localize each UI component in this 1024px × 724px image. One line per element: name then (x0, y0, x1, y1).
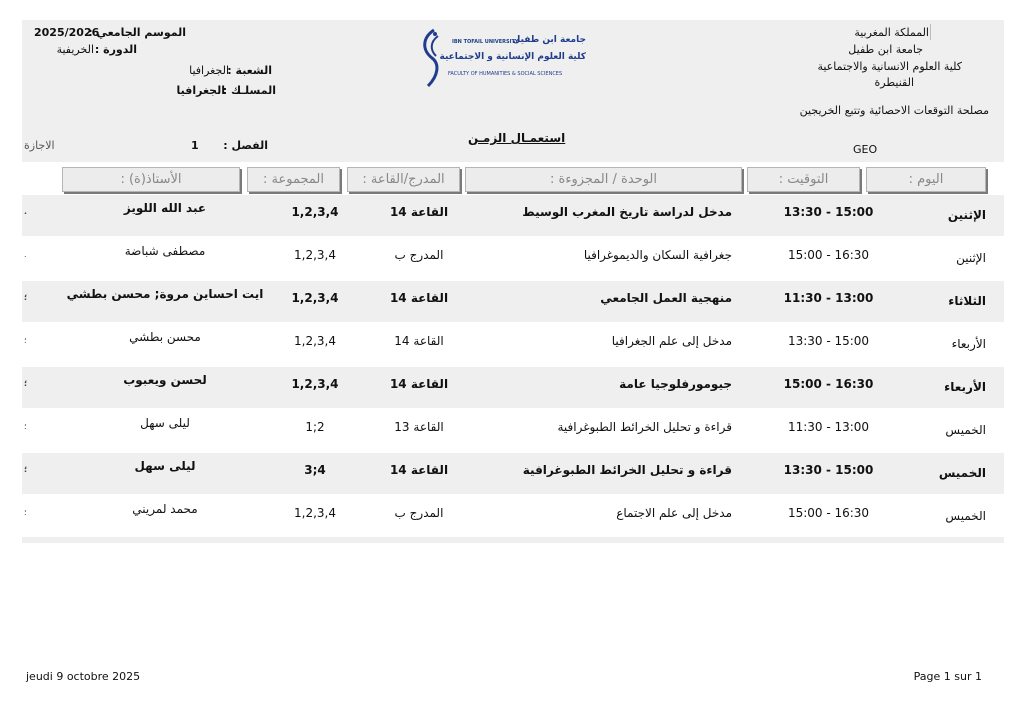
branch-value: الجغرافيا (189, 64, 229, 77)
row-group: 1,2,3,4 (291, 205, 339, 219)
row-day: الأربعاء (944, 380, 986, 394)
university-name: جامعة ابن طفيل (848, 43, 923, 56)
session-label: الدورة : (94, 43, 137, 56)
faculty-logo (418, 26, 593, 92)
season-value: 2025/2026 (34, 26, 100, 39)
row-module: قراءة و تحليل الخرائط الطبوغرافية (522, 463, 732, 477)
row-day: الخميس (945, 509, 986, 523)
row-day: الإثنين (947, 208, 986, 222)
row-edge-mark: . (24, 207, 28, 216)
logo-latin-line2: FACULTY OF HUMANITIES & SOCIAL SCIENCES (448, 71, 563, 77)
row-professor: مصطفى شباضة (124, 244, 206, 258)
column-header-time: التوقيت : (747, 167, 860, 192)
row-group: 3;4 (304, 463, 326, 477)
row-edge-mark: ؛ (24, 508, 27, 517)
row-module: قراءة و تحليل الخرائط الطبوغرافية (557, 420, 732, 434)
row-room: القاعة 14 (389, 291, 449, 305)
page-title: استعمـال الزمـن (468, 131, 566, 145)
table-row (22, 453, 1004, 494)
semester-value: 1 (191, 139, 199, 152)
track-value: الجغرافيا (176, 84, 225, 97)
row-time: 13:30 - 15:00 (783, 205, 874, 219)
row-group: 1,2,3,4 (291, 291, 339, 305)
row-room: المدرج ب (394, 506, 444, 520)
logo-arabic-line2: كلية العلوم الإنسانية و الاجتماعية (439, 52, 586, 62)
row-professor: محمد لمريني (132, 502, 198, 516)
print-date: jeudi 9 octobre 2025 (26, 670, 141, 683)
row-edge-mark: ؛ (24, 379, 28, 388)
faculty-name: كلية العلوم الانسانية والاجتماعية (817, 60, 962, 73)
row-group: 1,2,3,4 (294, 248, 336, 262)
row-module: مدخل إلى علم الجغرافيا (611, 334, 732, 348)
kingdom-label: المملكة المغربية (854, 26, 929, 39)
logo-latin-line1: IBN TOFAIL UNIVERSITY (452, 39, 519, 45)
row-time: 11:30 - 13:00 (787, 420, 870, 434)
row-room: القاعة 13 (394, 420, 444, 434)
row-group: 1,2,3,4 (291, 377, 339, 391)
row-professor: ليلى سهل (134, 459, 196, 473)
row-day: الأربعاء (951, 337, 986, 351)
program-code: GEO (853, 143, 878, 156)
row-room: القاعة 14 (389, 205, 449, 219)
row-room: القاعة 14 (389, 377, 449, 391)
row-edge-mark: ؛ (24, 465, 28, 474)
row-day: الثلاثاء (948, 294, 986, 308)
row-module: مدخل إلى علم الاجتماع (616, 506, 732, 520)
row-time: 13:30 - 15:00 (783, 463, 874, 477)
row-module: منهجية العمل الجامعي (600, 291, 732, 305)
column-header-module: الوحدة / المجزوءة : (465, 167, 742, 192)
row-professor: ليلى سهل (140, 416, 190, 430)
column-header-group: المجموعة : (247, 167, 340, 192)
row-professor: ايت احساين مروة; محسن بطشي (66, 287, 264, 301)
column-header-professor: الأستاذ(ة) : (62, 167, 240, 192)
row-time: 15:00 - 16:30 (783, 377, 874, 391)
session-value: الخريفية (56, 43, 94, 56)
column-header-room: المدرج/القاعة : (347, 167, 460, 192)
row-edge-mark: . (24, 250, 27, 259)
row-room: القاعة 14 (394, 334, 444, 348)
track-label: المسلـك : (222, 84, 276, 97)
row-module: جيومورفلوجيا عامة (619, 377, 732, 391)
branch-label: الشعبة : (227, 64, 272, 77)
table-row (22, 410, 1004, 451)
header-divider (930, 24, 931, 40)
table-bottom-band (22, 537, 1004, 543)
row-group: 1;2 (305, 420, 325, 434)
row-group: 1,2,3,4 (294, 506, 336, 520)
table-row (22, 281, 1004, 322)
row-room: المدرج ب (394, 248, 444, 262)
table-row (22, 195, 1004, 236)
row-group: 1,2,3,4 (294, 334, 336, 348)
table-row (22, 324, 1004, 365)
row-day: الخميس (945, 423, 986, 437)
table-row (22, 367, 1004, 408)
table-row (22, 238, 1004, 279)
row-module: مدخل لدراسة تاريخ المغرب الوسيط (522, 205, 732, 219)
row-professor: لحسن ويعبوب (123, 373, 207, 387)
row-professor: عبد الله اللويز (123, 201, 207, 215)
row-module: جغرافية السكان والديموغرافيا (583, 248, 732, 262)
page-number: Page 1 sur 1 (913, 670, 982, 683)
row-edge-mark: ؛ (24, 422, 27, 431)
row-edge-mark: ؛ (24, 293, 28, 302)
semester-label: الفصل : (223, 139, 268, 152)
city-name: القنيطرة (874, 76, 914, 89)
row-room: القاعة 14 (389, 463, 449, 477)
column-header-day: اليوم : (866, 167, 986, 192)
row-time: 15:00 - 16:30 (787, 506, 870, 520)
row-edge-mark: ؛ (24, 336, 27, 345)
row-time: 13:30 - 15:00 (787, 334, 870, 348)
logo-arabic-line1: جامعة ابن طفيل (512, 35, 586, 45)
row-day: الخميس (938, 466, 986, 480)
table-row (22, 496, 1004, 537)
season-label: الموسم الجامعي : (88, 26, 186, 39)
degree-label: الاجازة (24, 139, 55, 152)
row-professor: محسن بطشي (129, 330, 201, 344)
row-time: 15:00 - 16:30 (787, 248, 870, 262)
service-name: مصلحة التوقعات الاحصائية وتتبع الخريجين (799, 104, 989, 117)
row-day: الإثنين (956, 251, 986, 265)
row-time: 11:30 - 13:00 (783, 291, 874, 305)
